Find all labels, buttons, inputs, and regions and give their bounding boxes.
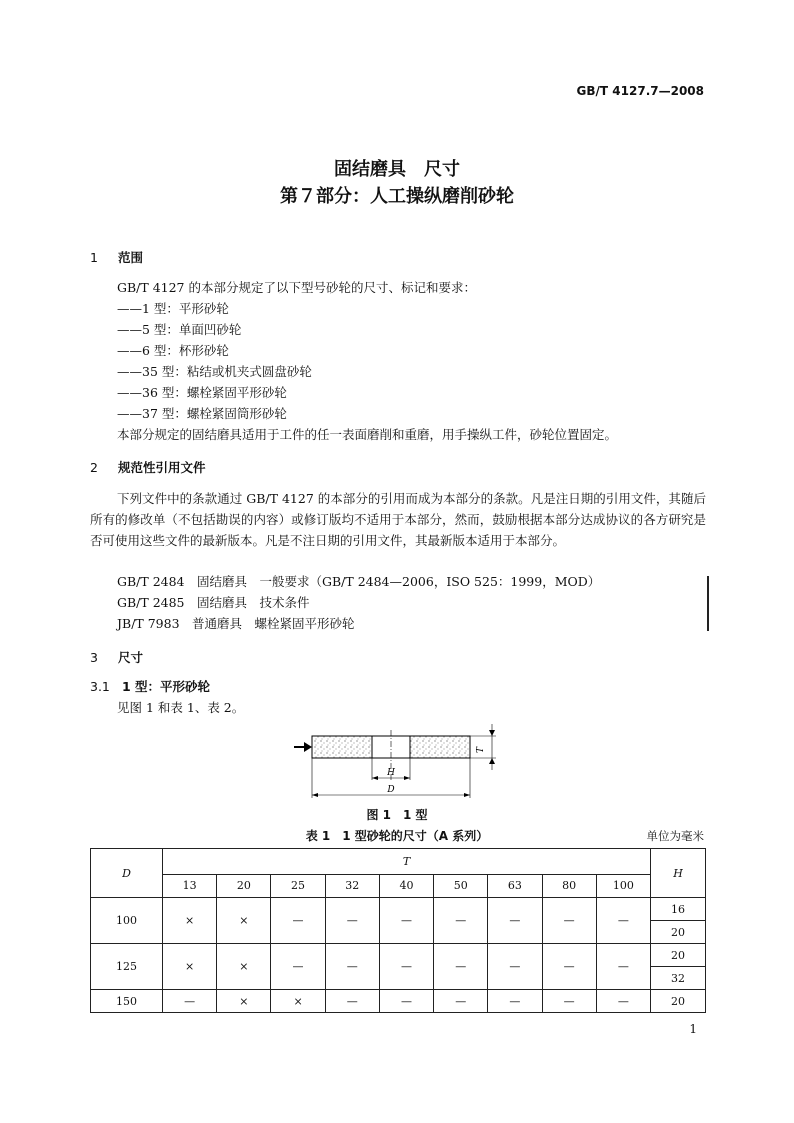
- dimension-label-T: T: [476, 746, 486, 754]
- header-H: H: [651, 849, 706, 898]
- cell-H: 32: [651, 967, 706, 990]
- table-cell: —: [596, 944, 650, 990]
- margin-change-bar: [707, 576, 709, 631]
- table-cell: —: [596, 898, 650, 944]
- list-item: ——37 型：螺栓紧固筒形砂轮: [117, 406, 287, 421]
- document-title-line2: 第７部分：人工操纵磨削砂轮: [280, 186, 514, 207]
- table-cell: —: [271, 944, 325, 990]
- section-number: 3.1: [90, 679, 110, 694]
- wheel-left-section: [312, 736, 372, 758]
- t-value-header: 80: [542, 874, 596, 897]
- table-row: [91, 944, 706, 967]
- table-header-row: [91, 849, 706, 875]
- table-1-unit: 单位为毫米: [646, 829, 704, 843]
- figure-1-diagram: [290, 722, 510, 802]
- table-cell: ×: [217, 898, 271, 944]
- cell-H: 20: [651, 921, 706, 944]
- reference-item: JB/T 7983 普通磨具 螺栓紧固平形砂轮: [117, 616, 355, 631]
- section-title: 1 型：平形砂轮: [122, 679, 211, 694]
- standard-code: GB/T 4127.7—2008: [576, 84, 704, 98]
- dimension-label-H: H: [387, 768, 395, 778]
- table-cell: ×: [163, 898, 217, 944]
- section-number: 3: [90, 650, 98, 665]
- wheel-right-section: [410, 736, 470, 758]
- list-item: ——36 型：螺栓紧固平形砂轮: [117, 385, 287, 400]
- reference-item: GB/T 2485 固结磨具 技术条件: [117, 595, 310, 610]
- t-value-header: 25: [271, 874, 325, 897]
- table-cell: —: [488, 898, 542, 944]
- table-cell: —: [542, 990, 596, 1013]
- section-number: 1: [90, 250, 98, 265]
- section-1-scope: 本部分规定的固结磨具适用于工件的任一表面磨削和重磨，用手操纵工件，砂轮位置固定。: [117, 427, 618, 442]
- section-3-1-heading: [90, 677, 210, 695]
- table-cell: —: [488, 944, 542, 990]
- cell-D: 100: [91, 898, 163, 944]
- section-3-1-text: 见图 1 和表 1、表 2。: [117, 700, 245, 715]
- table-cell: —: [542, 898, 596, 944]
- t-value-header: 32: [325, 874, 379, 897]
- section-1-intro: GB/T 4127 的本部分规定了以下型号砂轮的尺寸、标记和要求：: [117, 280, 476, 295]
- table-1: [90, 848, 706, 1013]
- dimension-label-D: D: [387, 785, 395, 795]
- list-item: ——5 型：单面凹砂轮: [117, 322, 242, 337]
- table-cell: —: [434, 898, 488, 944]
- document-title-line1: 固结磨具 尺寸: [334, 159, 460, 180]
- table-cell: —: [542, 944, 596, 990]
- table-cell: —: [434, 944, 488, 990]
- table-1-caption: 表 1 1 型砂轮的尺寸（A 系列）: [305, 829, 489, 843]
- table-row: [91, 898, 706, 921]
- t-value-header: 63: [488, 874, 542, 897]
- table-cell: —: [379, 990, 433, 1013]
- header-D: D: [91, 849, 163, 898]
- table-cell: —: [379, 944, 433, 990]
- table-cell: —: [163, 990, 217, 1013]
- table-cell: ×: [217, 944, 271, 990]
- figure-1-caption: 图 1 1 型: [366, 808, 428, 822]
- header-T: T: [163, 849, 651, 875]
- reference-item: GB/T 2484 固结磨具 一般要求（GB/T 2484—2006，ISO 525：1999，MOD）: [117, 574, 601, 589]
- t-value-header: 50: [434, 874, 488, 897]
- table-cell: ×: [217, 990, 271, 1013]
- cell-D: 150: [91, 990, 163, 1013]
- cell-H: 20: [651, 944, 706, 967]
- list-item: ——6 型：杯形砂轮: [117, 343, 229, 358]
- table-cell: —: [596, 990, 650, 1013]
- cell-D: 125: [91, 944, 163, 990]
- page-number: 1: [689, 1022, 697, 1036]
- section-title: 范围: [118, 250, 144, 265]
- section-number: 2: [90, 460, 98, 475]
- t-value-header: 40: [379, 874, 433, 897]
- table-cell: —: [434, 990, 488, 1013]
- cell-H: 20: [651, 990, 706, 1013]
- section-title: 尺寸: [118, 650, 144, 665]
- table-cell: —: [325, 898, 379, 944]
- table-cell: —: [488, 990, 542, 1013]
- section-2-heading: [90, 458, 206, 476]
- cell-H: 16: [651, 898, 706, 921]
- t-value-header: 13: [163, 874, 217, 897]
- table-cell: —: [325, 944, 379, 990]
- table-cell: ×: [271, 990, 325, 1013]
- t-value-header: 100: [596, 874, 650, 897]
- list-item: ——35 型：粘结或机夹式圆盘砂轮: [117, 364, 312, 379]
- section-3-heading: [90, 648, 143, 666]
- table-cell: —: [325, 990, 379, 1013]
- section-1-heading: [90, 248, 143, 266]
- list-item: ——1 型：平形砂轮: [117, 301, 229, 316]
- section-title: 规范性引用文件: [118, 460, 206, 475]
- t-value-header: 20: [217, 874, 271, 897]
- direction-arrow-icon: [294, 742, 312, 752]
- table-subheader-row: [91, 874, 706, 897]
- table-cell: —: [379, 898, 433, 944]
- table-row: [91, 990, 706, 1013]
- table-cell: —: [271, 898, 325, 944]
- table-cell: ×: [163, 944, 217, 990]
- section-2-paragraph: 下列文件中的条款通过 GB/T 4127 的本部分的引用而成为本部分的条款。凡是注日期的引用文件，其随后所有的修改单（不包括勘误的内容）或修订版均不适用于本部分，然而，鼓励根据本部分达成协议的各方研究是否可使用这些文件的最新版本。凡是不注日期的引用文件，其最新版本适用于本部分。: [90, 491, 706, 548]
